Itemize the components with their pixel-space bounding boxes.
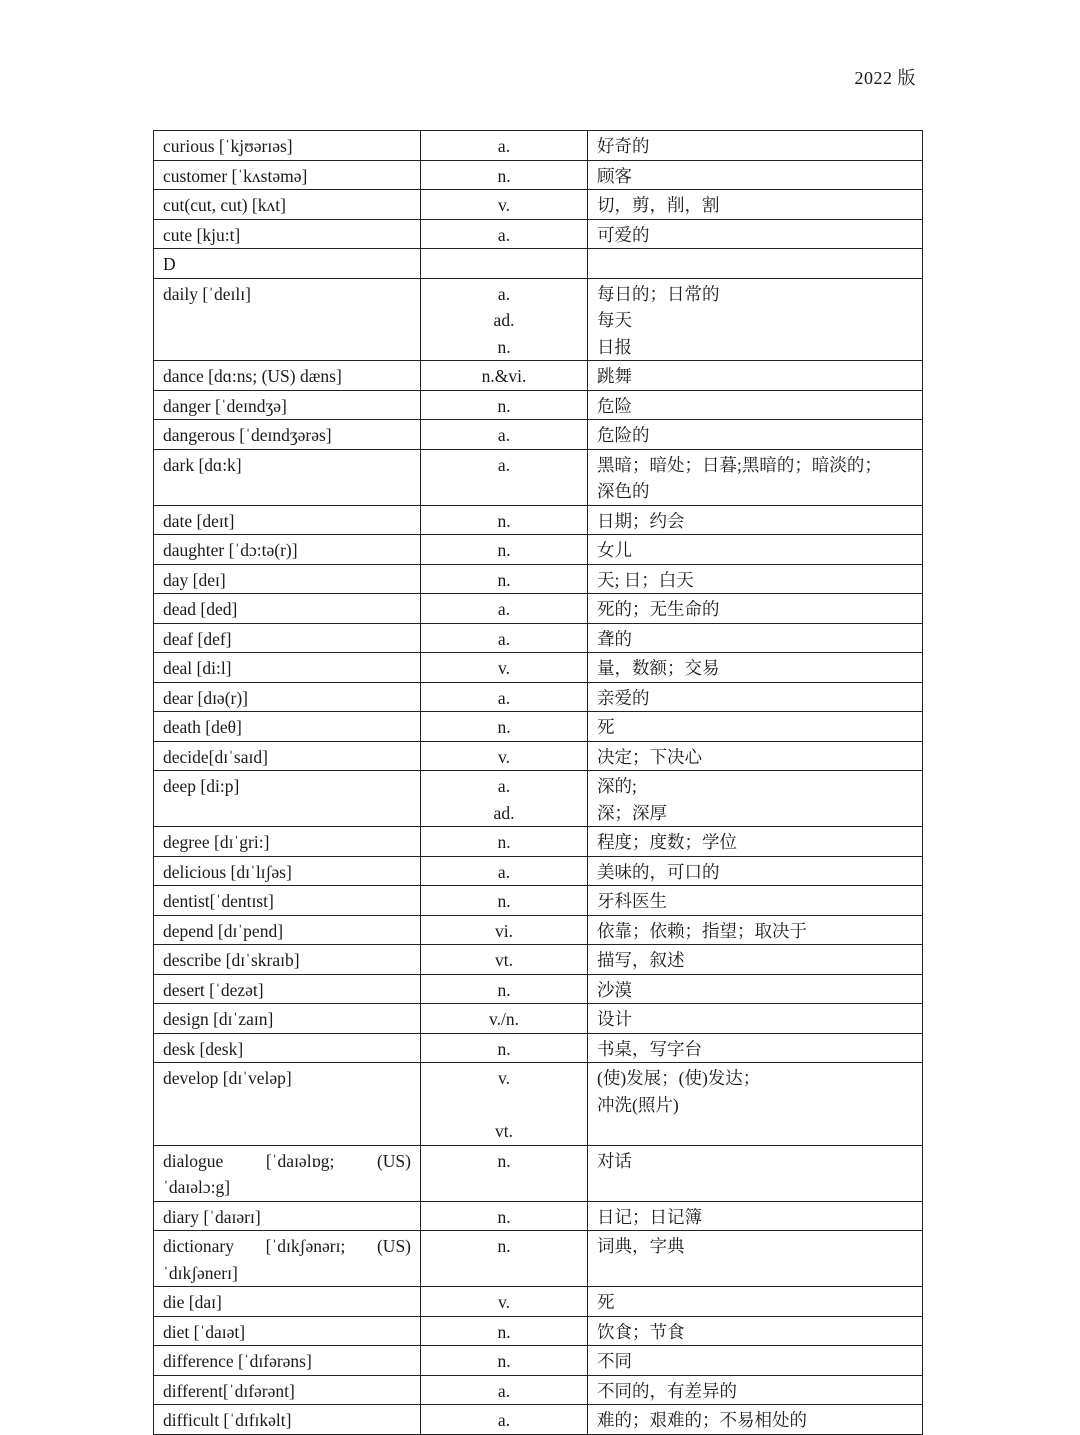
part-of-speech-cell bbox=[421, 712, 588, 742]
word-cell bbox=[154, 420, 421, 450]
meaning-text: 每天 bbox=[597, 310, 632, 330]
part-of-speech-cell bbox=[421, 1033, 588, 1063]
word-cell bbox=[154, 1063, 421, 1146]
part-of-speech-text: n. bbox=[497, 1351, 511, 1371]
meaning-text: 难的；艰难的；不易相处的 bbox=[597, 1410, 807, 1430]
part-of-speech-cell bbox=[421, 1316, 588, 1346]
word-cell bbox=[154, 886, 421, 916]
word-cell bbox=[154, 974, 421, 1004]
table-row bbox=[154, 827, 923, 857]
word-text bbox=[163, 800, 411, 827]
word-text: dark [dɑ:k] bbox=[163, 454, 242, 475]
meaning-text: 不同 bbox=[597, 1351, 632, 1371]
table-row bbox=[154, 856, 923, 886]
meaning-cell bbox=[588, 945, 923, 975]
word-cell bbox=[154, 1405, 421, 1435]
table-row bbox=[154, 623, 923, 653]
word-cell bbox=[154, 1287, 421, 1317]
meaning-cell bbox=[588, 682, 923, 712]
word-text: develop [dɪˈveləp] bbox=[163, 1068, 292, 1088]
word-text: cut(cut, cut) [kʌt] bbox=[163, 195, 286, 215]
meaning-cell bbox=[588, 420, 923, 450]
part-of-speech-text: n. bbox=[497, 395, 511, 416]
word-cell bbox=[154, 249, 421, 279]
word-text: different[ˈdɪfərənt] bbox=[163, 1380, 295, 1401]
part-of-speech-text: a. bbox=[497, 454, 511, 475]
word-cell bbox=[154, 1004, 421, 1034]
part-of-speech-text: n. bbox=[497, 1206, 511, 1227]
meaning-text bbox=[597, 1174, 913, 1201]
meaning-text: 日期；约会 bbox=[597, 510, 685, 531]
part-of-speech-cell bbox=[421, 249, 588, 279]
table-row bbox=[154, 535, 923, 565]
part-of-speech-cell bbox=[421, 390, 588, 420]
table-row bbox=[154, 190, 923, 220]
meaning-text: 不同的，有差异的 bbox=[597, 1380, 737, 1401]
meaning-text: 天; 日；白天 bbox=[597, 569, 694, 590]
word-cell bbox=[154, 1316, 421, 1346]
table-row bbox=[154, 1201, 923, 1231]
word-text: dead [ded] bbox=[163, 599, 238, 619]
word-cell bbox=[154, 623, 421, 653]
table-row bbox=[154, 449, 923, 505]
meaning-text bbox=[597, 1118, 913, 1145]
word-cell bbox=[154, 1346, 421, 1376]
part-of-speech-text: a. bbox=[497, 224, 511, 245]
part-of-speech-cell bbox=[421, 1287, 588, 1317]
word-cell bbox=[154, 1145, 421, 1201]
part-of-speech-cell bbox=[421, 1405, 588, 1435]
word-cell bbox=[154, 361, 421, 391]
part-of-speech-cell bbox=[421, 564, 588, 594]
table-row bbox=[154, 653, 923, 683]
meaning-cell bbox=[588, 1346, 923, 1376]
meaning-text: 好奇的 bbox=[597, 136, 650, 156]
meaning-cell bbox=[588, 1231, 923, 1287]
table-row bbox=[154, 131, 923, 161]
part-of-speech-text: ad. bbox=[493, 802, 515, 823]
table-row bbox=[154, 420, 923, 450]
table-row bbox=[154, 741, 923, 771]
part-of-speech-text: vt. bbox=[495, 950, 513, 970]
word-cell bbox=[154, 1375, 421, 1405]
part-of-speech-cell bbox=[421, 420, 588, 450]
meaning-cell bbox=[588, 1063, 923, 1146]
meaning-cell bbox=[588, 190, 923, 220]
part-of-speech-text: n. bbox=[497, 510, 511, 531]
word-cell bbox=[154, 712, 421, 742]
word-text: danger [ˈdeɪndʒə] bbox=[163, 395, 287, 416]
part-of-speech-cell bbox=[421, 974, 588, 1004]
meaning-cell bbox=[588, 1316, 923, 1346]
meaning-text bbox=[597, 251, 913, 278]
part-of-speech-cell bbox=[421, 771, 588, 827]
word-text: delicious [dɪˈlɪʃəs] bbox=[163, 861, 292, 882]
meaning-cell bbox=[588, 623, 923, 653]
part-of-speech-cell bbox=[421, 1201, 588, 1231]
meaning-text: 决定；下决心 bbox=[597, 746, 702, 767]
part-of-speech-cell bbox=[421, 449, 588, 505]
meaning-cell bbox=[588, 886, 923, 916]
table-row bbox=[154, 1316, 923, 1346]
part-of-speech-text: v. bbox=[498, 658, 510, 678]
word-text bbox=[163, 1092, 411, 1119]
word-text bbox=[163, 478, 411, 505]
meaning-cell bbox=[588, 1405, 923, 1435]
word-text: daily [ˈdeɪlɪ] bbox=[163, 283, 251, 304]
part-of-speech-text: v./n. bbox=[489, 1009, 519, 1029]
part-of-speech-text: n. bbox=[497, 979, 511, 1000]
word-text: dentist[ˈdentɪst] bbox=[163, 891, 274, 911]
word-text: dictionary [ˈdɪkʃənərɪ; (US) bbox=[163, 1236, 411, 1256]
part-of-speech-text: n. bbox=[497, 1236, 511, 1256]
word-cell bbox=[154, 278, 421, 361]
word-text: date [deɪt] bbox=[163, 510, 235, 531]
part-of-speech-text: v. bbox=[498, 1292, 510, 1312]
word-text: ˈdaɪəlɔ:g] bbox=[163, 1177, 231, 1197]
table-row bbox=[154, 682, 923, 712]
meaning-text: 亲爱的 bbox=[597, 687, 650, 708]
word-cell bbox=[154, 564, 421, 594]
part-of-speech-text: n. bbox=[497, 165, 511, 186]
meaning-text: 死 bbox=[597, 717, 615, 737]
part-of-speech-cell bbox=[421, 1063, 588, 1146]
table-row bbox=[154, 712, 923, 742]
table-row bbox=[154, 1231, 923, 1287]
table-row bbox=[154, 390, 923, 420]
table-row bbox=[154, 974, 923, 1004]
part-of-speech-cell bbox=[421, 219, 588, 249]
meaning-cell bbox=[588, 449, 923, 505]
meaning-text: 深；深厚 bbox=[597, 802, 667, 823]
meaning-cell bbox=[588, 1287, 923, 1317]
table-row bbox=[154, 1346, 923, 1376]
part-of-speech-text: v. bbox=[498, 195, 510, 215]
meaning-text: 危险的 bbox=[597, 425, 650, 445]
word-cell bbox=[154, 594, 421, 624]
part-of-speech-cell bbox=[421, 856, 588, 886]
meaning-text: 书桌，写字台 bbox=[597, 1038, 702, 1059]
word-text: deaf [def] bbox=[163, 628, 232, 649]
meaning-cell bbox=[588, 535, 923, 565]
table-row bbox=[154, 1375, 923, 1405]
meaning-text: 女儿 bbox=[597, 540, 632, 560]
part-of-speech-cell bbox=[421, 682, 588, 712]
part-of-speech-cell bbox=[421, 653, 588, 683]
meaning-cell bbox=[588, 741, 923, 771]
word-cell bbox=[154, 219, 421, 249]
part-of-speech-text bbox=[430, 1174, 578, 1201]
part-of-speech-cell bbox=[421, 1375, 588, 1405]
meaning-text: 黑暗；暗处；日暮;黑暗的；暗淡的； bbox=[597, 454, 882, 475]
meaning-text: 沙漠 bbox=[597, 979, 632, 1000]
meaning-text bbox=[597, 1260, 913, 1287]
meaning-text: 饮食；节食 bbox=[597, 1321, 685, 1342]
meaning-cell bbox=[588, 1033, 923, 1063]
word-text: desk [desk] bbox=[163, 1038, 244, 1059]
part-of-speech-text: a. bbox=[497, 136, 511, 156]
meaning-cell bbox=[588, 653, 923, 683]
part-of-speech-text: ad. bbox=[493, 310, 515, 330]
meaning-text: 每日的；日常的 bbox=[597, 283, 720, 304]
word-text: cute [kju:t] bbox=[163, 224, 241, 245]
part-of-speech-text: n. bbox=[497, 569, 511, 590]
part-of-speech-text: v. bbox=[498, 746, 510, 767]
part-of-speech-text: n. bbox=[497, 336, 511, 357]
word-cell bbox=[154, 190, 421, 220]
part-of-speech-cell bbox=[421, 361, 588, 391]
table-row bbox=[154, 1063, 923, 1146]
word-text: degree [dɪˈgri:] bbox=[163, 832, 270, 852]
word-cell bbox=[154, 771, 421, 827]
word-text: desert [ˈdezət] bbox=[163, 979, 264, 1000]
word-text: decide[dɪˈsaɪd] bbox=[163, 746, 268, 767]
meaning-cell bbox=[588, 160, 923, 190]
word-cell bbox=[154, 1033, 421, 1063]
part-of-speech-text: vi. bbox=[495, 920, 513, 941]
part-of-speech-cell bbox=[421, 160, 588, 190]
meaning-cell bbox=[588, 249, 923, 279]
meaning-text: 冲洗(照片) bbox=[597, 1094, 679, 1115]
meaning-text: 跳舞 bbox=[597, 366, 632, 386]
meaning-text: 词典，字典 bbox=[597, 1236, 685, 1256]
table-row bbox=[154, 1287, 923, 1317]
part-of-speech-text: a. bbox=[497, 425, 511, 445]
word-text: D bbox=[163, 254, 176, 274]
meaning-cell bbox=[588, 505, 923, 535]
meaning-cell bbox=[588, 856, 923, 886]
word-text: difference [ˈdɪfərəns] bbox=[163, 1351, 312, 1371]
edition-label: 2022 版 bbox=[854, 68, 916, 88]
part-of-speech-cell bbox=[421, 886, 588, 916]
meaning-text: 深的; bbox=[597, 776, 637, 796]
meaning-text: 顾客 bbox=[597, 165, 632, 186]
meaning-text: 程度；度数；学位 bbox=[597, 832, 737, 852]
meaning-text: 死 bbox=[597, 1292, 615, 1312]
word-text: difficult [ˈdɪfɪkəlt] bbox=[163, 1410, 292, 1430]
part-of-speech-text bbox=[430, 1260, 578, 1287]
meaning-cell bbox=[588, 390, 923, 420]
word-text: dear [dɪə(r)] bbox=[163, 687, 249, 708]
meaning-cell bbox=[588, 1375, 923, 1405]
word-text: design [dɪˈzaɪn] bbox=[163, 1009, 274, 1029]
word-text bbox=[163, 307, 411, 334]
meaning-text: 切，剪，削，割 bbox=[597, 195, 720, 215]
part-of-speech-text: n. bbox=[497, 540, 511, 560]
word-cell bbox=[154, 1231, 421, 1287]
table-row bbox=[154, 594, 923, 624]
table-row bbox=[154, 219, 923, 249]
meaning-cell bbox=[588, 219, 923, 249]
part-of-speech-text: a. bbox=[497, 1410, 511, 1430]
meaning-text: 聋的 bbox=[597, 628, 632, 649]
meaning-cell bbox=[588, 278, 923, 361]
part-of-speech-cell bbox=[421, 1346, 588, 1376]
table-row bbox=[154, 1145, 923, 1201]
word-text: deal [di:l] bbox=[163, 658, 232, 678]
meaning-text: 深色的 bbox=[597, 481, 650, 501]
meaning-cell bbox=[588, 1145, 923, 1201]
part-of-speech-cell bbox=[421, 945, 588, 975]
part-of-speech-text: a. bbox=[497, 861, 511, 882]
meaning-cell bbox=[588, 974, 923, 1004]
word-text: diet [ˈdaɪət] bbox=[163, 1321, 246, 1342]
meaning-cell bbox=[588, 827, 923, 857]
part-of-speech-cell bbox=[421, 131, 588, 161]
meaning-text: (使)发展；(使)发达； bbox=[597, 1068, 761, 1088]
word-cell bbox=[154, 682, 421, 712]
table-row bbox=[154, 361, 923, 391]
word-text: deep [di:p] bbox=[163, 776, 240, 796]
word-cell bbox=[154, 653, 421, 683]
word-text: customer [ˈkʌstəmə] bbox=[163, 165, 308, 186]
word-cell bbox=[154, 505, 421, 535]
part-of-speech-text: a. bbox=[497, 628, 511, 649]
word-text: dance [dɑ:ns; (US) dæns] bbox=[163, 366, 342, 386]
word-text: dangerous [ˈdeɪndʒərəs] bbox=[163, 425, 332, 445]
part-of-speech-text: a. bbox=[497, 776, 511, 796]
word-text: diary [ˈdaɪərɪ] bbox=[163, 1206, 261, 1227]
word-cell bbox=[154, 945, 421, 975]
table-row bbox=[154, 505, 923, 535]
word-text: describe [dɪˈskraɪb] bbox=[163, 950, 300, 970]
table-row bbox=[154, 945, 923, 975]
part-of-speech-text: n. bbox=[497, 891, 511, 911]
word-cell bbox=[154, 390, 421, 420]
part-of-speech-text: n. bbox=[497, 717, 511, 737]
word-text: depend [dɪˈpend] bbox=[163, 920, 284, 941]
word-text: day [deɪ] bbox=[163, 569, 226, 590]
part-of-speech-cell bbox=[421, 1145, 588, 1201]
table-row bbox=[154, 1405, 923, 1435]
meaning-cell bbox=[588, 712, 923, 742]
part-of-speech-text: a. bbox=[497, 599, 511, 619]
part-of-speech-text: a. bbox=[497, 1380, 511, 1401]
word-text: ˈdɪkʃənerɪ] bbox=[163, 1262, 238, 1283]
meaning-text: 量，数额；交易 bbox=[597, 658, 720, 678]
meaning-text: 美味的，可口的 bbox=[597, 861, 720, 882]
table-row bbox=[154, 278, 923, 361]
word-cell bbox=[154, 535, 421, 565]
meaning-cell bbox=[588, 361, 923, 391]
part-of-speech-text: n. bbox=[497, 832, 511, 852]
meaning-cell bbox=[588, 1201, 923, 1231]
meaning-text: 日记；日记簿 bbox=[597, 1206, 702, 1227]
part-of-speech-cell bbox=[421, 1004, 588, 1034]
meaning-cell bbox=[588, 131, 923, 161]
word-text bbox=[163, 334, 411, 361]
part-of-speech-cell bbox=[421, 190, 588, 220]
part-of-speech-text bbox=[430, 1092, 578, 1119]
meaning-cell bbox=[588, 1004, 923, 1034]
word-cell bbox=[154, 827, 421, 857]
word-cell bbox=[154, 856, 421, 886]
part-of-speech-text: n.&vi. bbox=[481, 366, 527, 386]
part-of-speech-cell bbox=[421, 827, 588, 857]
word-text: die [daɪ] bbox=[163, 1292, 222, 1312]
vocabulary-table-body bbox=[154, 131, 923, 1435]
part-of-speech-text: n. bbox=[497, 1038, 511, 1059]
table-row bbox=[154, 771, 923, 827]
word-text bbox=[163, 1118, 411, 1145]
meaning-text: 描写，叙述 bbox=[597, 950, 685, 970]
table-row bbox=[154, 249, 923, 279]
word-cell bbox=[154, 131, 421, 161]
word-text: death [deθ] bbox=[163, 717, 242, 737]
table-row bbox=[154, 1004, 923, 1034]
part-of-speech-cell bbox=[421, 535, 588, 565]
vocabulary-table bbox=[153, 130, 923, 1435]
meaning-text: 设计 bbox=[597, 1009, 632, 1029]
part-of-speech-cell bbox=[421, 1231, 588, 1287]
meaning-cell bbox=[588, 915, 923, 945]
word-cell bbox=[154, 449, 421, 505]
word-cell bbox=[154, 1201, 421, 1231]
part-of-speech-text: a. bbox=[497, 687, 511, 708]
part-of-speech-text: n. bbox=[497, 1321, 511, 1342]
table-row bbox=[154, 886, 923, 916]
word-cell bbox=[154, 915, 421, 945]
meaning-text: 依靠；依赖；指望；取决于 bbox=[597, 920, 807, 941]
meaning-cell bbox=[588, 594, 923, 624]
part-of-speech-text bbox=[430, 251, 578, 278]
meaning-text: 牙科医生 bbox=[597, 891, 667, 911]
table-row bbox=[154, 915, 923, 945]
table-row bbox=[154, 160, 923, 190]
table-row bbox=[154, 1033, 923, 1063]
part-of-speech-text: vt. bbox=[495, 1121, 513, 1141]
part-of-speech-text: v. bbox=[498, 1068, 510, 1088]
meaning-text: 日报 bbox=[597, 336, 632, 357]
meaning-text: 死的；无生命的 bbox=[597, 599, 720, 619]
meaning-text: 危险 bbox=[597, 395, 632, 416]
part-of-speech-text: a. bbox=[497, 283, 511, 304]
part-of-speech-cell bbox=[421, 594, 588, 624]
part-of-speech-cell bbox=[421, 741, 588, 771]
meaning-text: 可爱的 bbox=[597, 224, 650, 245]
word-cell bbox=[154, 160, 421, 190]
word-text: curious [ˈkjʊərɪəs] bbox=[163, 136, 293, 156]
word-text: dialogue [ˈdaɪəlɒg; (US) bbox=[163, 1150, 411, 1171]
table-row bbox=[154, 564, 923, 594]
meaning-cell bbox=[588, 564, 923, 594]
word-text: daughter [ˈdɔ:tə(r)] bbox=[163, 540, 298, 560]
part-of-speech-text bbox=[430, 478, 578, 505]
part-of-speech-cell bbox=[421, 623, 588, 653]
word-cell bbox=[154, 741, 421, 771]
meaning-cell bbox=[588, 771, 923, 827]
meaning-text: 对话 bbox=[597, 1150, 632, 1171]
part-of-speech-cell bbox=[421, 505, 588, 535]
part-of-speech-cell bbox=[421, 278, 588, 361]
part-of-speech-cell bbox=[421, 915, 588, 945]
part-of-speech-text: n. bbox=[497, 1150, 511, 1171]
